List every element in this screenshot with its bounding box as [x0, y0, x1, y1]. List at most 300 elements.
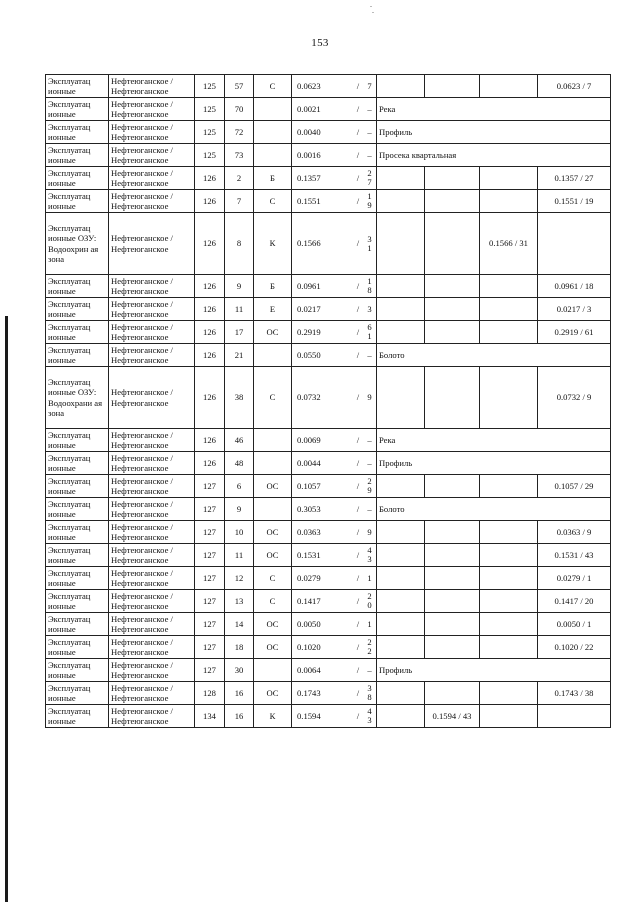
- table-row: [46, 475, 611, 498]
- forestry-cell: Нефтеюганское / Нефтеюганское: [109, 190, 195, 213]
- area-slash: /: [356, 103, 360, 114]
- table-row: [46, 298, 611, 321]
- area-value: 0.0732: [297, 392, 321, 403]
- land-category-cell: Эксплуатац ионные ОЗУ: Водоохрани ая зона: [46, 367, 109, 429]
- col2-cell: [425, 682, 480, 705]
- col2-cell: [425, 636, 480, 659]
- area-slash: /: [356, 457, 360, 468]
- denominator-digit: –: [367, 434, 372, 445]
- empty-cell: [377, 367, 425, 429]
- forestry-cell: Нефтеюганское / Нефтеюганское: [109, 452, 195, 475]
- empty-cell: [377, 636, 425, 659]
- denominator-digit: 2: [367, 476, 372, 486]
- quarter-cell: 126: [195, 298, 225, 321]
- denominator-digit: –: [367, 349, 372, 360]
- table-row: [46, 167, 611, 190]
- quarter-cell: 125: [195, 144, 225, 167]
- result-cell: 0.0050 / 1: [538, 613, 611, 636]
- scan-mark: [372, 12, 374, 13]
- empty-cell: [377, 321, 425, 344]
- col2-cell: [425, 75, 480, 98]
- denominator-digit: 9: [367, 392, 372, 402]
- parcel-cell: 30: [225, 659, 254, 682]
- parcel-cell: 46: [225, 429, 254, 452]
- area-denominator: [365, 105, 374, 114]
- area-cell: [292, 190, 377, 213]
- group-cell: [254, 659, 292, 682]
- result-cell: [538, 213, 611, 275]
- denominator-digit: 9: [367, 200, 372, 210]
- col3-cell: [480, 705, 538, 728]
- land-category-cell: Эксплуатац ионные: [46, 659, 109, 682]
- group-cell: ОС: [254, 321, 292, 344]
- area-cell: [292, 636, 377, 659]
- note-cell: Профиль: [377, 452, 611, 475]
- quarter-cell: 126: [195, 344, 225, 367]
- land-category-cell: Эксплуатац ионные: [46, 636, 109, 659]
- table-row: [46, 429, 611, 452]
- area-value: 0.1357: [297, 172, 321, 183]
- area-cell: [292, 705, 377, 728]
- col3-cell: [480, 567, 538, 590]
- register-rows: [46, 75, 611, 728]
- denominator-digit: 0: [367, 600, 372, 610]
- parcel-cell: 72: [225, 121, 254, 144]
- area-denominator: [365, 82, 374, 91]
- forestry-cell: Нефтеюганское / Нефтеюганское: [109, 498, 195, 521]
- group-cell: ОС: [254, 544, 292, 567]
- forestry-cell: Нефтеюганское / Нефтеюганское: [109, 75, 195, 98]
- area-denominator: [365, 277, 374, 295]
- col2-cell: [425, 367, 480, 429]
- quarter-cell: 125: [195, 98, 225, 121]
- area-cell: [292, 659, 377, 682]
- area-denominator: [365, 305, 374, 314]
- area-denominator: [365, 192, 374, 210]
- col2-cell: 0.1594 / 43: [425, 705, 480, 728]
- land-category-cell: Эксплуатац ионные: [46, 298, 109, 321]
- land-category-cell: Эксплуатац ионные: [46, 475, 109, 498]
- land-category-cell: Эксплуатац ионные: [46, 190, 109, 213]
- parcel-cell: 9: [225, 498, 254, 521]
- empty-cell: [377, 613, 425, 636]
- area-denominator: [365, 128, 374, 137]
- group-cell: [254, 344, 292, 367]
- note-cell: Просека квартальная: [377, 144, 611, 167]
- area-value: 0.1020: [297, 641, 321, 652]
- group-cell: К: [254, 705, 292, 728]
- area-slash: /: [356, 618, 360, 629]
- col3-cell: [480, 544, 538, 567]
- group-cell: С: [254, 567, 292, 590]
- col3-cell: [480, 367, 538, 429]
- table-row: [46, 452, 611, 475]
- forestry-cell: Нефтеюганское / Нефтеюганское: [109, 682, 195, 705]
- result-cell: [538, 705, 611, 728]
- forestry-cell: Нефтеюганское / Нефтеюганское: [109, 705, 195, 728]
- col2-cell: [425, 213, 480, 275]
- forestry-cell: Нефтеюганское / Нефтеюганское: [109, 659, 195, 682]
- land-category-cell: Эксплуатац ионные: [46, 98, 109, 121]
- denominator-digit: 9: [367, 526, 372, 537]
- col2-cell: [425, 475, 480, 498]
- register-table: [45, 74, 611, 728]
- area-slash: /: [356, 303, 360, 314]
- empty-cell: [377, 298, 425, 321]
- parcel-cell: 14: [225, 613, 254, 636]
- quarter-cell: 126: [195, 367, 225, 429]
- area-cell: [292, 567, 377, 590]
- parcel-cell: 6: [225, 475, 254, 498]
- denominator-digit: 1: [367, 191, 372, 201]
- area-cell: [292, 213, 377, 275]
- forestry-cell: Нефтеюганское / Нефтеюганское: [109, 121, 195, 144]
- area-denominator: [365, 574, 374, 583]
- table-row: [46, 121, 611, 144]
- table-row: [46, 705, 611, 728]
- col2-cell: [425, 613, 480, 636]
- area-slash: /: [356, 126, 360, 137]
- quarter-cell: 127: [195, 636, 225, 659]
- result-cell: 0.1357 / 27: [538, 167, 611, 190]
- area-slash: /: [356, 595, 360, 606]
- denominator-digit: –: [367, 126, 372, 137]
- parcel-cell: 9: [225, 275, 254, 298]
- area-slash: /: [356, 172, 360, 183]
- table-row: [46, 344, 611, 367]
- area-value: 0.0040: [297, 126, 321, 137]
- table-row: [46, 275, 611, 298]
- land-category-cell: Эксплуатац ионные: [46, 75, 109, 98]
- forestry-cell: Нефтеюганское / Нефтеюганское: [109, 213, 195, 275]
- col3-cell: 0.1566 / 31: [480, 213, 538, 275]
- area-value: 0.1417: [297, 595, 321, 606]
- empty-cell: [377, 544, 425, 567]
- area-value: 0.0623: [297, 80, 321, 91]
- denominator-digit: 2: [367, 591, 372, 601]
- area-value: 0.0550: [297, 349, 321, 360]
- empty-cell: [377, 567, 425, 590]
- area-cell: [292, 367, 377, 429]
- area-value: 0.0217: [297, 303, 321, 314]
- area-denominator: [365, 235, 374, 253]
- result-cell: 0.1417 / 20: [538, 590, 611, 613]
- area-slash: /: [356, 503, 360, 514]
- empty-cell: [377, 521, 425, 544]
- area-slash: /: [356, 710, 360, 721]
- land-category-cell: Эксплуатац ионные: [46, 590, 109, 613]
- denominator-digit: 7: [367, 177, 372, 187]
- empty-cell: [377, 75, 425, 98]
- table-row: [46, 144, 611, 167]
- forestry-cell: Нефтеюганское / Нефтеюганское: [109, 567, 195, 590]
- table-row: [46, 636, 611, 659]
- area-value: 0.0064: [297, 664, 321, 675]
- denominator-digit: 9: [367, 485, 372, 495]
- result-cell: 0.0623 / 7: [538, 75, 611, 98]
- group-cell: ОС: [254, 521, 292, 544]
- forestry-cell: Нефтеюганское / Нефтеюганское: [109, 275, 195, 298]
- denominator-digit: 8: [367, 285, 372, 295]
- quarter-cell: 127: [195, 567, 225, 590]
- parcel-cell: 13: [225, 590, 254, 613]
- parcel-cell: 7: [225, 190, 254, 213]
- note-cell: Река: [377, 429, 611, 452]
- parcel-cell: 10: [225, 521, 254, 544]
- parcel-cell: 11: [225, 544, 254, 567]
- area-slash: /: [356, 641, 360, 652]
- area-value: 0.0363: [297, 526, 321, 537]
- col3-cell: [480, 275, 538, 298]
- area-slash: /: [356, 480, 360, 491]
- parcel-cell: 16: [225, 705, 254, 728]
- group-cell: Б: [254, 167, 292, 190]
- denominator-digit: –: [367, 457, 372, 468]
- area-cell: [292, 452, 377, 475]
- area-slash: /: [356, 434, 360, 445]
- area-denominator: [365, 528, 374, 537]
- denominator-digit: 1: [367, 276, 372, 286]
- area-cell: [292, 429, 377, 452]
- group-cell: К: [254, 213, 292, 275]
- forestry-cell: Нефтеюганское / Нефтеюганское: [109, 544, 195, 567]
- parcel-cell: 70: [225, 98, 254, 121]
- area-value: 0.0016: [297, 149, 321, 160]
- denominator-digit: 3: [367, 715, 372, 725]
- parcel-cell: 38: [225, 367, 254, 429]
- group-cell: ОС: [254, 682, 292, 705]
- parcel-cell: 12: [225, 567, 254, 590]
- forestry-cell: Нефтеюганское / Нефтеюганское: [109, 590, 195, 613]
- quarter-cell: 126: [195, 190, 225, 213]
- denominator-digit: 2: [367, 646, 372, 656]
- quarter-cell: 125: [195, 121, 225, 144]
- col2-cell: [425, 167, 480, 190]
- group-cell: С: [254, 75, 292, 98]
- forestry-cell: Нефтеюганское / Нефтеюганское: [109, 98, 195, 121]
- denominator-digit: 8: [367, 692, 372, 702]
- denominator-digit: –: [367, 103, 372, 114]
- quarter-cell: 126: [195, 452, 225, 475]
- parcel-cell: 48: [225, 452, 254, 475]
- area-slash: /: [356, 349, 360, 360]
- denominator-digit: 2: [367, 637, 372, 647]
- denominator-digit: –: [367, 503, 372, 514]
- quarter-cell: 134: [195, 705, 225, 728]
- land-category-cell: Эксплуатац ионные: [46, 544, 109, 567]
- result-cell: 0.1057 / 29: [538, 475, 611, 498]
- area-slash: /: [356, 238, 360, 249]
- quarter-cell: 125: [195, 75, 225, 98]
- forestry-cell: Нефтеюганское / Нефтеюганское: [109, 321, 195, 344]
- area-denominator: [365, 638, 374, 656]
- scan-mark: [370, 6, 372, 7]
- area-slash: /: [356, 195, 360, 206]
- land-category-cell: Эксплуатац ионные: [46, 705, 109, 728]
- area-value: 0.0050: [297, 618, 321, 629]
- area-slash: /: [356, 549, 360, 560]
- parcel-cell: 18: [225, 636, 254, 659]
- table-row: [46, 75, 611, 98]
- group-cell: ОС: [254, 613, 292, 636]
- result-cell: 0.2919 / 61: [538, 321, 611, 344]
- denominator-digit: 1: [367, 572, 372, 583]
- land-category-cell: Эксплуатац ионные ОЗУ: Водоохрин ая зона: [46, 213, 109, 275]
- col3-cell: [480, 475, 538, 498]
- denominator-digit: 1: [367, 242, 372, 253]
- land-category-cell: Эксплуатац ионные: [46, 613, 109, 636]
- area-value: 0.2919: [297, 326, 321, 337]
- table-row: [46, 213, 611, 275]
- parcel-cell: 57: [225, 75, 254, 98]
- col3-cell: [480, 167, 538, 190]
- area-cell: [292, 682, 377, 705]
- area-cell: [292, 344, 377, 367]
- parcel-cell: 16: [225, 682, 254, 705]
- denominator-digit: 6: [367, 322, 372, 332]
- area-denominator: [365, 459, 374, 468]
- area-value: 0.0961: [297, 280, 321, 291]
- area-value: 0.1594: [297, 710, 321, 721]
- col2-cell: [425, 567, 480, 590]
- quarter-cell: 128: [195, 682, 225, 705]
- result-cell: 0.0279 / 1: [538, 567, 611, 590]
- forestry-cell: Нефтеюганское / Нефтеюганское: [109, 367, 195, 429]
- parcel-cell: 11: [225, 298, 254, 321]
- area-value: 0.0021: [297, 103, 321, 114]
- area-value: 0.0069: [297, 434, 321, 445]
- col3-cell: [480, 590, 538, 613]
- col2-cell: [425, 521, 480, 544]
- area-slash: /: [356, 149, 360, 160]
- land-category-cell: Эксплуатац ионные: [46, 429, 109, 452]
- area-slash: /: [356, 280, 360, 291]
- denominator-digit: 3: [367, 233, 372, 244]
- area-denominator: [365, 169, 374, 187]
- quarter-cell: 127: [195, 498, 225, 521]
- col3-cell: [480, 298, 538, 321]
- result-cell: 0.0363 / 9: [538, 521, 611, 544]
- area-denominator: [365, 620, 374, 629]
- forestry-cell: Нефтеюганское / Нефтеюганское: [109, 475, 195, 498]
- denominator-digit: 3: [367, 303, 372, 314]
- quarter-cell: 126: [195, 321, 225, 344]
- area-slash: /: [356, 572, 360, 583]
- forestry-cell: Нефтеюганское / Нефтеюганское: [109, 521, 195, 544]
- parcel-cell: 17: [225, 321, 254, 344]
- col3-cell: [480, 321, 538, 344]
- area-cell: [292, 144, 377, 167]
- result-cell: 0.1551 / 19: [538, 190, 611, 213]
- forestry-cell: Нефтеюганское / Нефтеюганское: [109, 344, 195, 367]
- denominator-digit: 2: [367, 168, 372, 178]
- parcel-cell: 8: [225, 213, 254, 275]
- quarter-cell: 127: [195, 544, 225, 567]
- empty-cell: [377, 705, 425, 728]
- area-slash: /: [356, 326, 360, 337]
- area-slash: /: [356, 392, 360, 403]
- forestry-cell: Нефтеюганское / Нефтеюганское: [109, 613, 195, 636]
- group-cell: ОС: [254, 636, 292, 659]
- parcel-cell: 21: [225, 344, 254, 367]
- group-cell: [254, 144, 292, 167]
- area-slash: /: [356, 687, 360, 698]
- area-denominator: [365, 393, 374, 402]
- denominator-digit: –: [367, 664, 372, 675]
- area-slash: /: [356, 664, 360, 675]
- forestry-cell: Нефтеюганское / Нефтеюганское: [109, 144, 195, 167]
- quarter-cell: 126: [195, 275, 225, 298]
- empty-cell: [377, 275, 425, 298]
- group-cell: [254, 121, 292, 144]
- note-cell: Профиль: [377, 659, 611, 682]
- land-category-cell: Эксплуатац ионные: [46, 567, 109, 590]
- area-denominator: [365, 436, 374, 445]
- area-denominator: [365, 323, 374, 341]
- quarter-cell: 127: [195, 613, 225, 636]
- area-value: 0.1551: [297, 195, 321, 206]
- area-denominator: [365, 546, 374, 564]
- col2-cell: [425, 544, 480, 567]
- result-cell: 0.1743 / 38: [538, 682, 611, 705]
- land-category-cell: Эксплуатац ионные: [46, 521, 109, 544]
- land-category-cell: Эксплуатац ионные: [46, 121, 109, 144]
- group-cell: [254, 452, 292, 475]
- table-row: [46, 682, 611, 705]
- page-number: 153: [311, 37, 329, 49]
- table-row: [46, 521, 611, 544]
- empty-cell: [377, 167, 425, 190]
- quarter-cell: 127: [195, 659, 225, 682]
- area-value: 0.1531: [297, 549, 321, 560]
- table-row: [46, 367, 611, 429]
- denominator-digit: 1: [367, 618, 372, 629]
- area-cell: [292, 75, 377, 98]
- land-category-cell: Эксплуатац ионные: [46, 144, 109, 167]
- area-cell: [292, 590, 377, 613]
- area-cell: [292, 167, 377, 190]
- note-cell: Болото: [377, 344, 611, 367]
- land-category-cell: Эксплуатац ионные: [46, 682, 109, 705]
- quarter-cell: 126: [195, 167, 225, 190]
- empty-cell: [377, 190, 425, 213]
- col3-cell: [480, 521, 538, 544]
- area-cell: [292, 275, 377, 298]
- col3-cell: [480, 190, 538, 213]
- table-row: [46, 544, 611, 567]
- land-category-cell: Эксплуатац ионные: [46, 275, 109, 298]
- area-slash: /: [356, 526, 360, 537]
- table-row: [46, 590, 611, 613]
- area-cell: [292, 475, 377, 498]
- col2-cell: [425, 590, 480, 613]
- area-denominator: [365, 351, 374, 360]
- empty-cell: [377, 590, 425, 613]
- area-cell: [292, 498, 377, 521]
- quarter-cell: 127: [195, 521, 225, 544]
- quarter-cell: 126: [195, 213, 225, 275]
- area-value: 0.1743: [297, 687, 321, 698]
- group-cell: [254, 498, 292, 521]
- group-cell: ОС: [254, 475, 292, 498]
- area-denominator: [365, 684, 374, 702]
- result-cell: 0.1020 / 22: [538, 636, 611, 659]
- table-row: [46, 613, 611, 636]
- area-cell: [292, 613, 377, 636]
- denominator-digit: 7: [367, 80, 372, 91]
- area-denominator: [365, 505, 374, 514]
- area-cell: [292, 321, 377, 344]
